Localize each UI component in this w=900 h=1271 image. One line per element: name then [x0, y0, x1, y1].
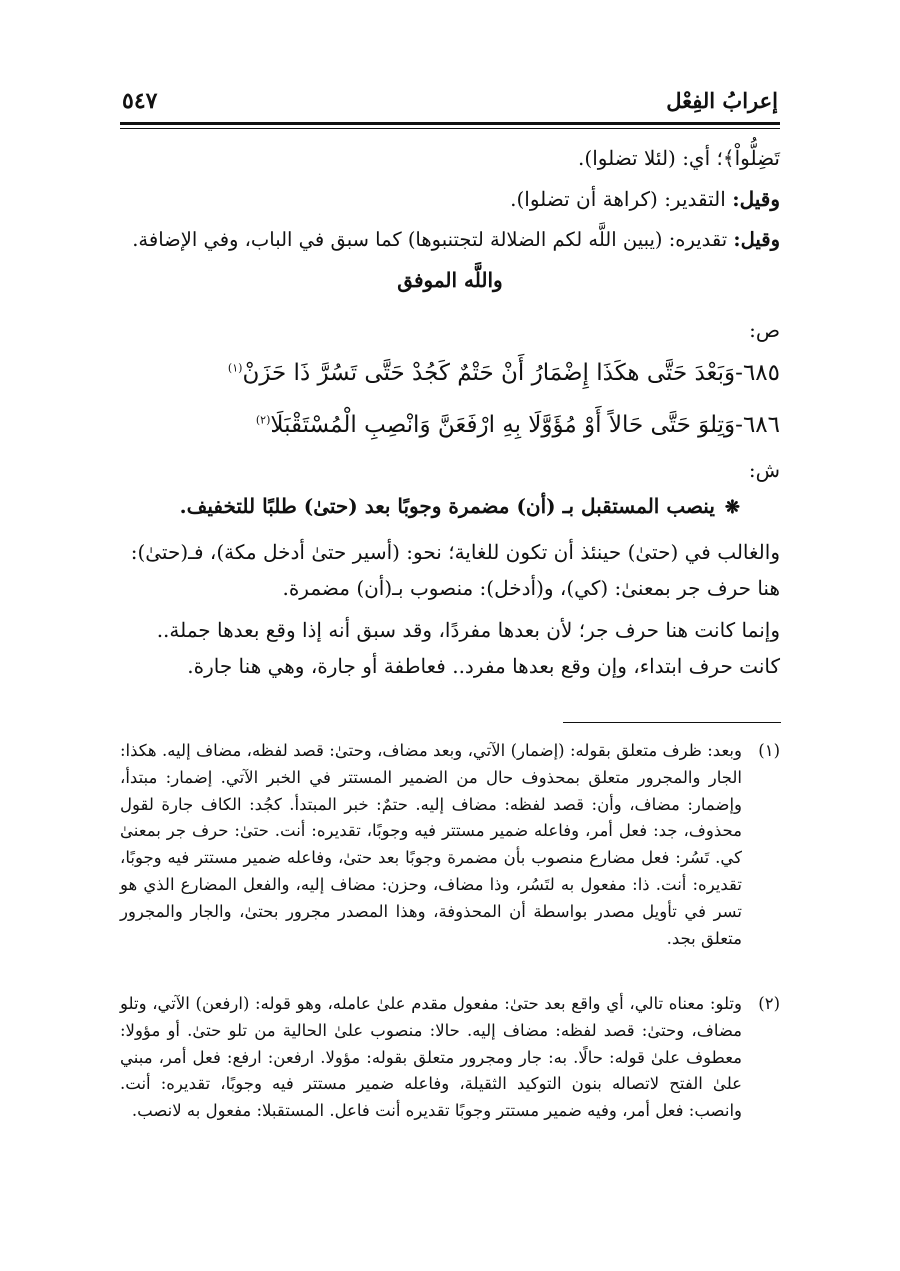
verse-line: [120, 412, 780, 438]
main-text: [120, 0, 780, 700]
footnote-text: وبعد: ظرف متعلق بقوله: (إضمار) الآتي، وبعد مضاف، وحتىٰ: قصد لفظه، مضاف إليه. هكذا: الجار والمجرور متعلق بمحذوف حال من الضمير المستتر في الخبر الآتي. إضمار: مبتدأ، وإضمار: مضاف، وأن: قصد لفظه: مضاف إليه. حتمٌ: خبر المبتدأ. كجُد: الكاف جارة لقول محذوف، جد: فعل أمر، وفاعله ضمير مستتر فيه وجوبًا، تقديره: أنت. حتىٰ: حرف جر بمعنىٰ كي. تَسُر: فعل مضارع منصوب بأن مضمرة وجوبًا بعد حتىٰ، وفاعله ضمير مستتر فيه وجوبًا، تقديره: أنت. ذا: مفعول به لتَسُر، وذا مضاف، وحزن: مضاف إليه، والفعل المضارع الذي هو تسر في تأويل مصدر بواسطة أن المحذوفة، وهذا المصدر مجرور بحتىٰ، والجار والمجرور متعلق بجد.: [120, 741, 742, 948]
text-line: [120, 187, 780, 211]
text-line: وإنما كانت هنا حرف جر؛ لأن بعدها مفردًا، وقد سبق أنه إذا وقع بعدها جملة..: [156, 618, 780, 642]
page-number: ٥٤٧: [122, 88, 158, 114]
star-icon: ❋: [724, 497, 740, 518]
qil-label: وقيل:: [733, 228, 780, 251]
text-line: [120, 228, 780, 251]
closing-phrase: واللَّه الموفق: [397, 268, 503, 292]
footnote: [120, 738, 780, 952]
footnote-text: وتلو: معناه تالي، أي واقع بعد حتىٰ: مفعول مقدم علىٰ عامله، وهو قوله: (ارفعن) الآتي، وتلو مضاف، وحتىٰ: قصد لفظه: مضاف إليه. حالا: منصوب علىٰ الحالية من تلو حتىٰ. أو مؤولا: معطوف علىٰ قوله: حالًا. به: جار ومجرور متعلق بقوله: مؤولا. ارفعن: ارفع: فعل أمر، مبني علىٰ الفتح لاتصاله بنون التوكيد الثقيلة، وفاعله ضمير مستتر فيه وجوبًا، تقديره: أنت. وانصب: فعل أمر، وفيه ضمير مستتر وجوبًا تقديره أنت فاعل. المستقبلا: مفعول به لانصب.: [120, 994, 742, 1121]
line-text: تقديره: (يبين اللَّه لكم الضلالة لتجتنبوها) كما سبق في الباب، وفي الإضافة.: [132, 228, 734, 251]
rule-text: ينصب المستقبل بـ (أن) مضمرة وجوبًا بعد (حتىٰ) طلبًا للتخفيف.: [179, 494, 715, 518]
rule-statement: [120, 494, 740, 518]
footnote-ref: (١): [227, 361, 243, 375]
footnote-number: (٢): [758, 994, 780, 1013]
footnote-ref: (٢): [255, 413, 271, 427]
text-line: تَضِلُّواْ﴾؛ أي: (لئلا تضلوا).: [578, 146, 780, 170]
shin-label: ش:: [748, 458, 780, 482]
footnote-separator: [563, 722, 781, 723]
running-header-title: إعرابُ الفِعْل: [666, 88, 778, 113]
verse-text: ٦٨٦-وَتِلوَ حَتَّى حَالاً أَوْ مُؤَوَّلَا بِهِ ارْفَعَنَّ وَانْصِبِ الْمُسْتَقْبَلَا: [270, 412, 780, 438]
footnote: [120, 991, 780, 1125]
text-line: هنا حرف جر بمعنىٰ: (كي)، و(أدخل): منصوب بـ(أن) مضمرة.: [282, 576, 780, 600]
text-line: والغالب في (حتىٰ) حينئذ أن تكون للغاية؛ نحو: (أسير حتىٰ أدخل مكة)، فـ(حتىٰ):: [130, 540, 780, 564]
line-text: التقدير: (كراهة أن تضلوا).: [510, 187, 733, 211]
footnote-number: (١): [758, 741, 780, 760]
text-line: كانت حرف ابتداء، وإن وقع بعدها مفرد.. فعاطفة أو جارة، وهي هنا جارة.: [187, 654, 780, 678]
verse-line: [120, 360, 780, 386]
verse-text: ٦٨٥-وَبَعْدَ حَتَّى هكَذَا إِضْمَارُ أَنْ حَتْمٌ كَجُدْ حَتَّى تَسُرَّ ذَا حَزَنْ: [242, 360, 780, 386]
qil-label: وقيل:: [732, 187, 780, 211]
sad-label: ص:: [749, 318, 780, 342]
